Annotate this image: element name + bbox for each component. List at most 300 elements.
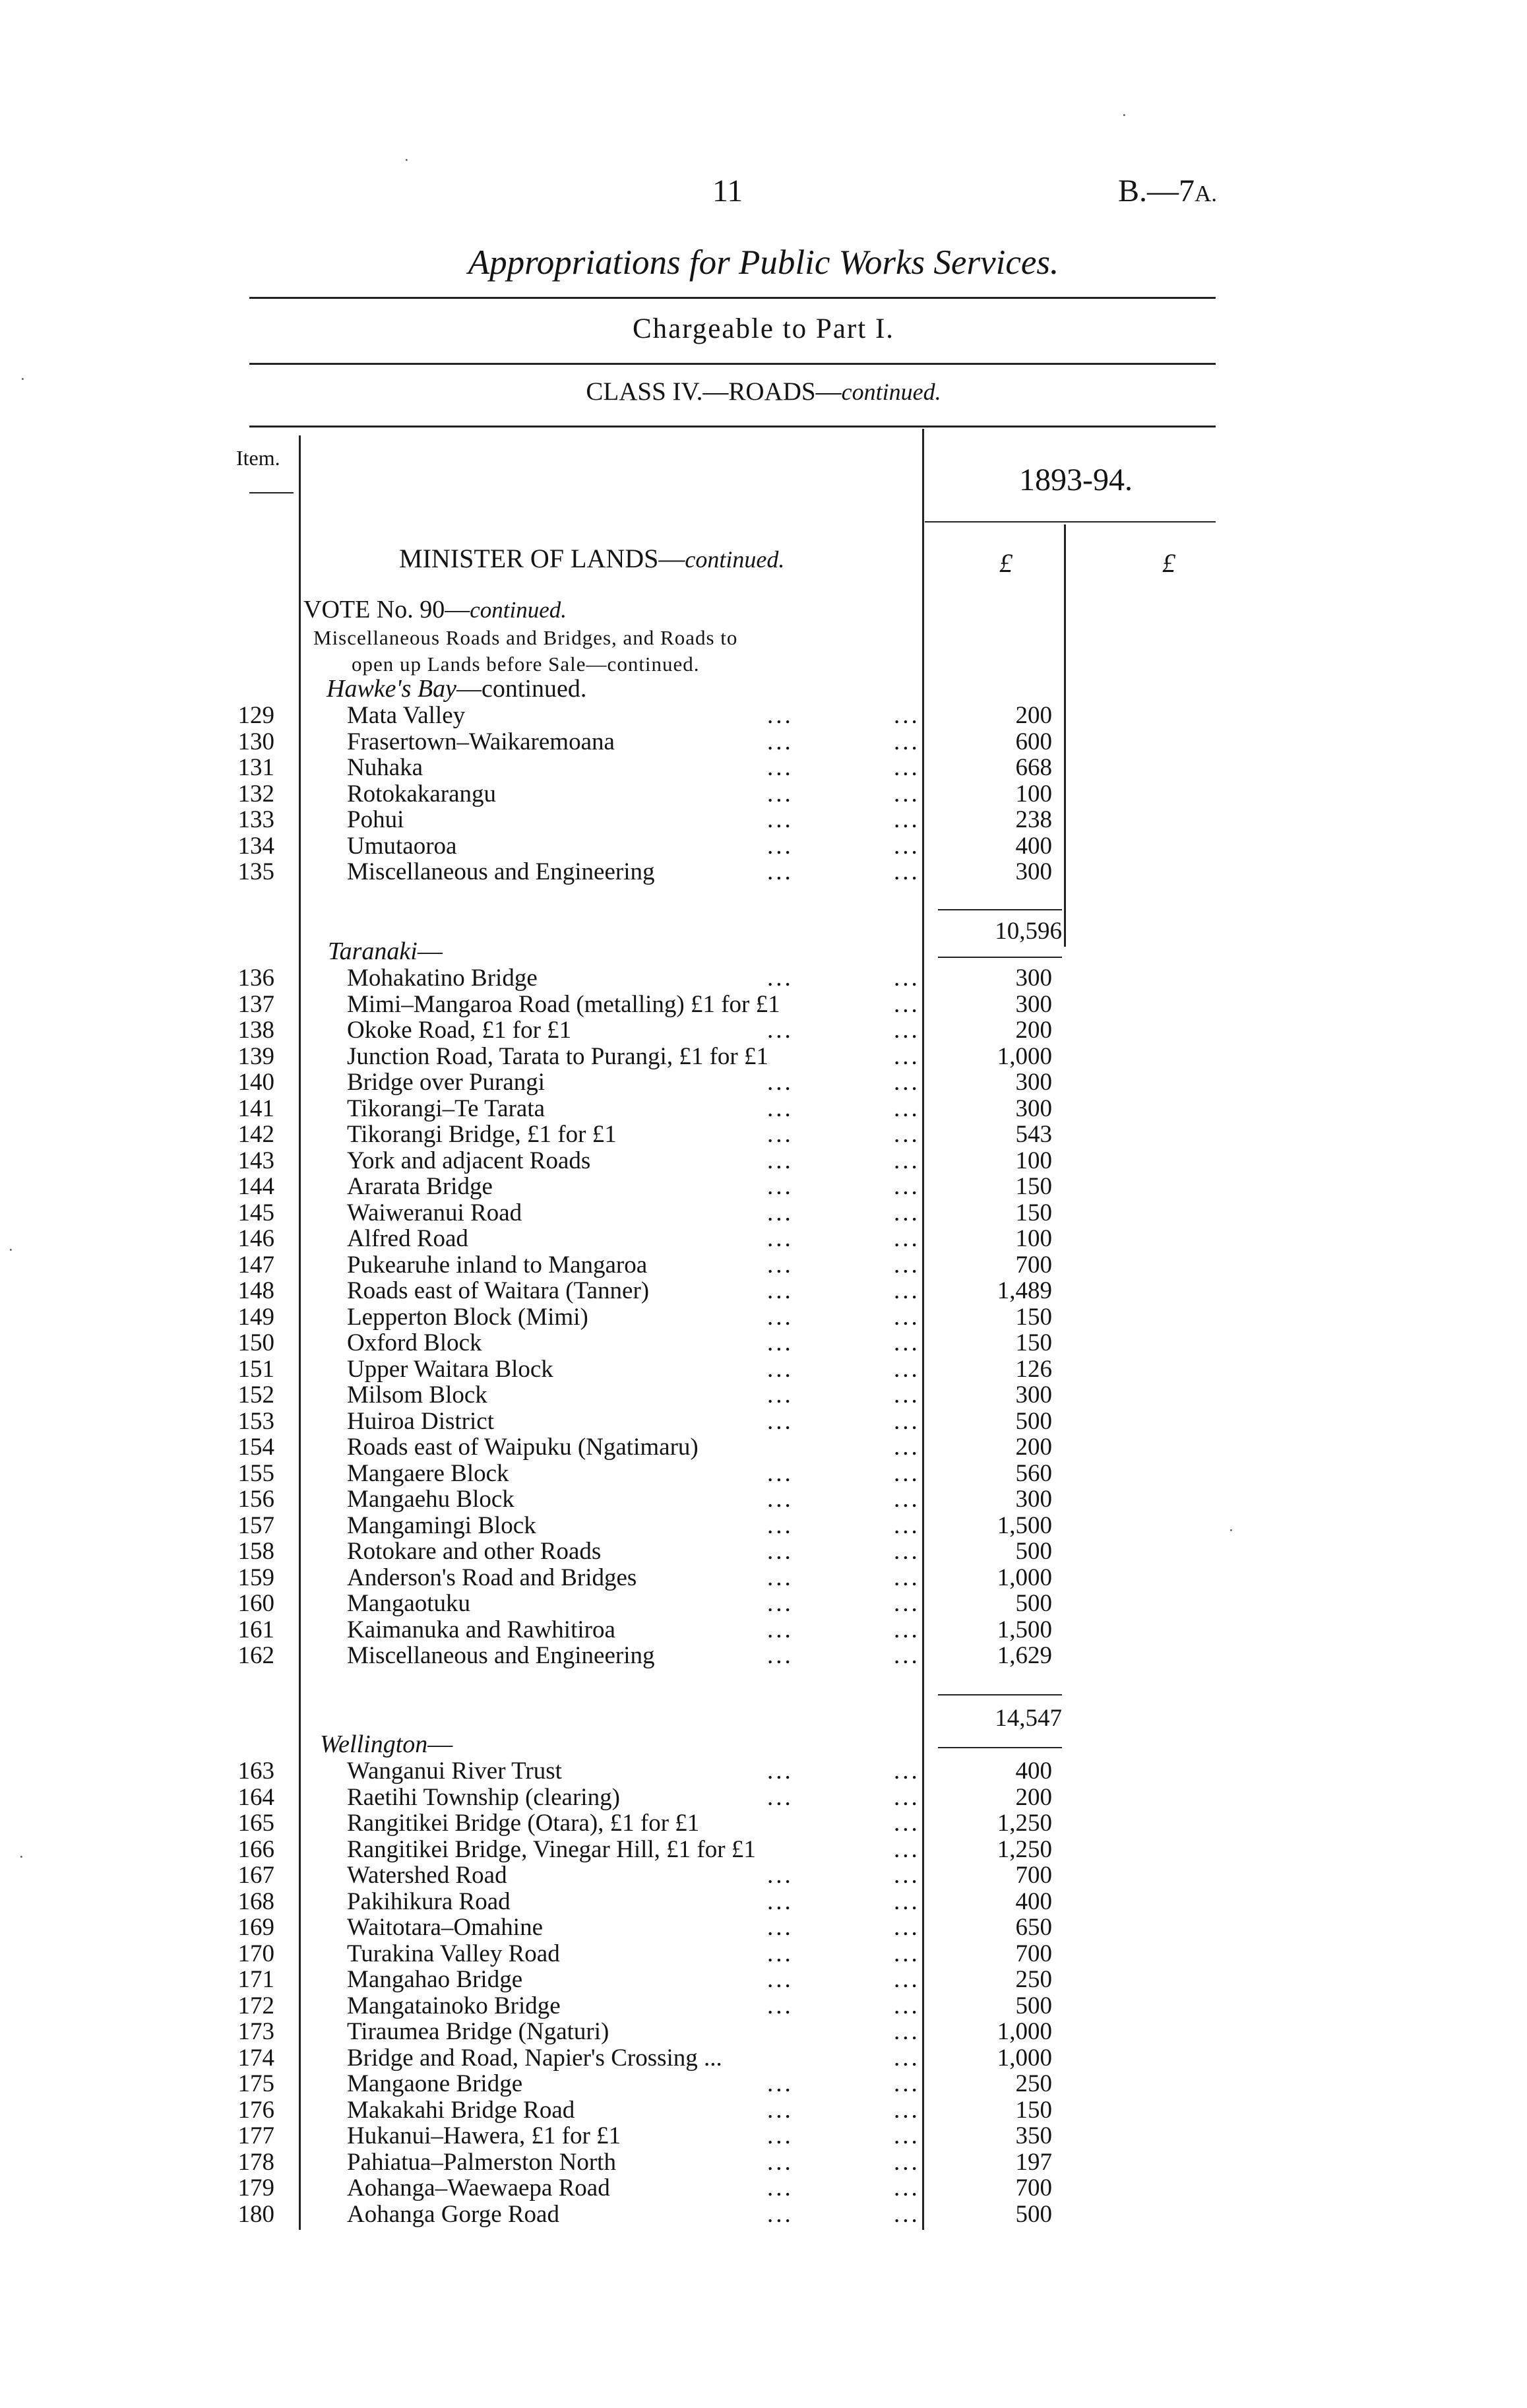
leader-dots: ... — [894, 1564, 920, 1591]
item-description: Rangitikei Bridge (Otara), £1 for £1 — [347, 1810, 700, 1837]
item-column-header: Item. — [236, 446, 280, 470]
item-number: 131 — [237, 754, 274, 781]
item-number: 159 — [237, 1564, 274, 1591]
item-description: Pahiatua–Palmerston North — [347, 2148, 616, 2176]
item-amount: 300 — [1015, 965, 1052, 992]
leader-dots: ... — [894, 1758, 920, 1785]
item-description: Waiweranui Road — [347, 1199, 522, 1226]
table-row — [0, 833, 1527, 860]
leader-dots: ... — [894, 1355, 920, 1383]
item-description: Huiroa District — [347, 1407, 494, 1435]
leader-dots: ... — [894, 1486, 920, 1513]
item-description: Okoke Road, £1 for £1 — [347, 1017, 572, 1044]
item-amount: 500 — [1015, 2200, 1052, 2228]
item-number: 135 — [237, 858, 274, 885]
subtotal-rule-hawkes-bay — [938, 909, 1062, 910]
leader-dots: ... — [767, 1147, 794, 1174]
item-amount: 200 — [1015, 1434, 1052, 1461]
leader-dots: ... — [894, 1862, 920, 1889]
item-amount: 700 — [1015, 1940, 1052, 1967]
table-row — [0, 1785, 1527, 1811]
item-number: 136 — [237, 965, 274, 992]
item-amount: 197 — [1015, 2148, 1052, 2176]
item-amount: 150 — [1015, 1329, 1052, 1356]
scan-speck: · — [404, 150, 410, 170]
region-name: Hawke's Bay — [327, 675, 457, 703]
item-description: Mata Valley — [347, 702, 466, 729]
item-amount: 300 — [1015, 858, 1052, 885]
leader-dots: ... — [767, 1783, 794, 1811]
item-amount: 650 — [1015, 1914, 1052, 1941]
scan-speck: · — [18, 1847, 24, 1866]
item-amount: 500 — [1015, 1992, 1052, 2019]
item-number: 156 — [237, 1486, 274, 1513]
table-row — [0, 992, 1527, 1018]
item-description: Nuhaka — [347, 754, 423, 781]
table-row — [0, 1993, 1527, 2019]
leader-dots: ... — [894, 1329, 920, 1356]
item-number: 130 — [237, 728, 274, 755]
item-description: Mangaone Bridge — [347, 2070, 523, 2097]
document-code — [1118, 173, 1217, 209]
table-row — [0, 2045, 1527, 2072]
class-title: CLASS IV.—ROADS— — [586, 377, 842, 406]
item-amount: 300 — [1015, 1069, 1052, 1096]
minister-heading — [399, 543, 784, 574]
item-number: 152 — [237, 1381, 274, 1409]
item-description: Oxford Block — [347, 1329, 482, 1356]
leader-dots: ... — [767, 2122, 794, 2149]
leader-dots: ... — [894, 1173, 920, 1200]
document-code-suffix: A. — [1195, 181, 1218, 206]
leader-dots: ... — [767, 1940, 794, 1967]
item-number: 173 — [237, 2018, 274, 2045]
table-row — [0, 2019, 1527, 2045]
item-number: 142 — [237, 1121, 274, 1148]
leader-dots: ... — [767, 1121, 794, 1148]
item-number: 143 — [237, 1147, 274, 1174]
item-description: Aohanga Gorge Road — [347, 2200, 559, 2228]
item-description: Rangitikei Bridge, Vinegar Hill, £1 for £1 — [347, 1835, 756, 1863]
leader-dots: ... — [894, 1434, 920, 1461]
item-amount: 700 — [1015, 1251, 1052, 1279]
table-row — [0, 1356, 1527, 1383]
item-description: Roads east of Waitara (Tanner) — [347, 1277, 650, 1304]
document-code-main: B.—7 — [1118, 174, 1195, 208]
leader-dots: ... — [767, 2070, 794, 2097]
table-row — [0, 1486, 1527, 1513]
item-description: Miscellaneous and Engineering — [347, 1642, 655, 1669]
item-number: 165 — [237, 1810, 274, 1837]
leader-dots: ... — [767, 754, 794, 781]
item-description: Mimi–Mangaroa Road (metalling) £1 for £1 — [347, 990, 780, 1018]
table-row — [0, 1538, 1527, 1565]
leader-dots: ... — [894, 1042, 920, 1070]
table-row — [0, 703, 1527, 729]
table-row — [0, 1226, 1527, 1252]
item-amount: 300 — [1015, 990, 1052, 1018]
leader-dots: ... — [894, 858, 920, 885]
minister-title: MINISTER OF LANDS— — [399, 544, 685, 573]
region-suffix: —continued. — [456, 675, 587, 703]
item-description: Junction Road, Tarata to Purangi, £1 for £1 — [347, 1042, 768, 1070]
item-amount: 150 — [1015, 1173, 1052, 1200]
subtotal-underline-hawkes-bay — [938, 957, 1062, 958]
leader-dots: ... — [894, 832, 920, 860]
rule-under-title — [249, 297, 1216, 299]
item-amount: 1,250 — [997, 1835, 1052, 1863]
item-description: Miscellaneous and Engineering — [347, 858, 655, 885]
leader-dots: ... — [767, 1277, 794, 1304]
leader-dots: ... — [894, 1017, 920, 1044]
item-amount: 543 — [1015, 1121, 1052, 1148]
leader-dots: ... — [767, 832, 794, 860]
chargeable-heading: Chargeable to Part I. — [632, 313, 895, 344]
item-number: 141 — [237, 1094, 274, 1122]
region-suffix: — — [417, 937, 443, 965]
item-number: 140 — [237, 1069, 274, 1096]
item-number: 147 — [237, 1251, 274, 1279]
scan-speck: · — [20, 369, 26, 389]
leader-dots: ... — [767, 1094, 794, 1122]
leader-dots: ... — [767, 1407, 794, 1435]
table-row — [0, 1513, 1527, 1539]
item-number: 146 — [237, 1225, 274, 1252]
leader-dots: ... — [767, 1538, 794, 1565]
item-number: 158 — [237, 1538, 274, 1565]
table-row — [0, 2149, 1527, 2176]
table-row — [0, 2097, 1527, 2124]
minister-continued: continued. — [685, 546, 785, 573]
leader-dots: ... — [894, 1642, 920, 1669]
leader-dots: ... — [894, 754, 920, 781]
leader-dots: ... — [894, 2200, 920, 2228]
region-name: Taranaki — [328, 937, 418, 965]
item-number: 170 — [237, 1940, 274, 1967]
item-amount: 300 — [1015, 1486, 1052, 1513]
leader-dots: ... — [767, 780, 794, 808]
table-row — [0, 2175, 1527, 2202]
item-amount: 1,500 — [997, 1511, 1052, 1539]
item-number: 163 — [237, 1758, 274, 1785]
item-description: Tikorangi–Te Tarata — [347, 1094, 545, 1122]
item-description: Roads east of Waipuku (Ngatimaru) — [347, 1434, 699, 1461]
table-row — [0, 2123, 1527, 2149]
leader-dots: ... — [894, 2018, 920, 2045]
item-number: 151 — [237, 1355, 274, 1383]
item-amount: 1,000 — [997, 2018, 1052, 2045]
leader-dots: ... — [767, 806, 794, 833]
table-row — [0, 1174, 1527, 1200]
leader-dots: ... — [894, 1121, 920, 1148]
item-description: Mangaehu Block — [347, 1486, 514, 1513]
region-heading-wellington — [320, 1730, 452, 1759]
table-row — [0, 1837, 1527, 1863]
item-number: 176 — [237, 2096, 274, 2124]
leader-dots: ... — [767, 1642, 794, 1669]
item-number: 134 — [237, 832, 274, 860]
leader-dots: ... — [894, 1381, 920, 1409]
leader-dots: ... — [894, 1616, 920, 1643]
item-number: 172 — [237, 1992, 274, 2019]
item-description: Upper Waitara Block — [347, 1355, 553, 1383]
leader-dots: ... — [894, 728, 920, 755]
leader-dots: ... — [894, 1940, 920, 1967]
item-number: 133 — [237, 806, 274, 833]
leader-dots: ... — [767, 1862, 794, 1889]
leader-dots: ... — [894, 1407, 920, 1435]
item-number: 139 — [237, 1042, 274, 1070]
table-row — [0, 729, 1527, 755]
item-number: 178 — [237, 2148, 274, 2176]
item-description: Lepperton Block (Mimi) — [347, 1303, 588, 1331]
item-description: Ararata Bridge — [347, 1173, 493, 1200]
item-amount: 200 — [1015, 702, 1052, 729]
item-amount: 500 — [1015, 1407, 1052, 1435]
item-number: 160 — [237, 1590, 274, 1617]
subtotal-rule-taranaki — [938, 1694, 1062, 1695]
leader-dots: ... — [767, 728, 794, 755]
table-row — [0, 1758, 1527, 1785]
item-number: 154 — [237, 1434, 274, 1461]
item-number: 145 — [237, 1199, 274, 1226]
item-number: 132 — [237, 780, 274, 808]
leader-dots: ... — [894, 1810, 920, 1837]
item-amount: 700 — [1015, 2174, 1052, 2202]
leader-dots: ... — [767, 1511, 794, 1539]
leader-dots: ... — [767, 1329, 794, 1356]
item-description: Waitotara–Omahine — [347, 1914, 544, 1941]
item-amount: 400 — [1015, 1887, 1052, 1915]
item-description: Kaimanuka and Rawhitiroa — [347, 1616, 615, 1643]
item-description: Milsom Block — [347, 1381, 487, 1409]
item-description: Pohui — [347, 806, 404, 833]
year-header-underline — [925, 521, 1216, 523]
year-column-header: 1893-94. — [1019, 462, 1133, 497]
vote-continued: continued. — [470, 597, 567, 623]
leader-dots: ... — [767, 1251, 794, 1279]
item-number: 164 — [237, 1783, 274, 1811]
item-amount: 500 — [1015, 1538, 1052, 1565]
table-row — [0, 1017, 1527, 1044]
item-description: Watershed Road — [347, 1862, 507, 1889]
leader-dots: ... — [767, 1914, 794, 1941]
leader-dots: ... — [894, 780, 920, 808]
leader-dots: ... — [767, 1381, 794, 1409]
item-number: 168 — [237, 1887, 274, 1915]
leader-dots: ... — [767, 1173, 794, 1200]
item-amount: 1,489 — [997, 1277, 1052, 1304]
leader-dots: ... — [894, 1914, 920, 1941]
leader-dots: ... — [894, 1069, 920, 1096]
leader-dots: ... — [767, 965, 794, 992]
table-row — [0, 755, 1527, 781]
leader-dots: ... — [767, 2200, 794, 2228]
item-number: 138 — [237, 1017, 274, 1044]
currency-header-2: £ — [1162, 548, 1175, 578]
item-description: Aohanga–Waewaepa Road — [347, 2174, 610, 2202]
leader-dots: ... — [767, 2148, 794, 2176]
leader-dots: ... — [894, 1538, 920, 1565]
leader-dots: ... — [767, 2096, 794, 2124]
item-number: 161 — [237, 1616, 274, 1643]
leader-dots: ... — [767, 1199, 794, 1226]
leader-dots: ... — [894, 1251, 920, 1279]
item-number: 144 — [237, 1173, 274, 1200]
table-row — [0, 1862, 1527, 1889]
leader-dots: ... — [894, 1303, 920, 1331]
item-number: 155 — [237, 1459, 274, 1487]
item-amount: 300 — [1015, 1381, 1052, 1409]
rule-under-chargeable — [249, 363, 1216, 365]
table-row — [0, 1409, 1527, 1435]
item-amount: 500 — [1015, 1590, 1052, 1617]
item-description: Mohakatino Bridge — [347, 965, 538, 992]
leader-dots: ... — [767, 1992, 794, 2019]
leader-dots: ... — [894, 2096, 920, 2124]
region-name: Wellington — [320, 1730, 428, 1758]
leader-dots: ... — [767, 1017, 794, 1044]
item-number: 148 — [237, 1277, 274, 1304]
item-description: Rotokare and other Roads — [347, 1538, 602, 1565]
item-description: Mangahao Bridge — [347, 1966, 523, 1993]
item-description: Wanganui River Trust — [347, 1758, 562, 1785]
table-row — [0, 1330, 1527, 1356]
table-row — [0, 1941, 1527, 1967]
item-amount: 100 — [1015, 1147, 1052, 1174]
document-title: Appropriations for Public Works Services. — [468, 243, 1059, 282]
item-description: Pukearuhe inland to Mangaroa — [347, 1251, 648, 1279]
leader-dots: ... — [767, 1355, 794, 1383]
table-row — [0, 1810, 1527, 1837]
table-row — [0, 1252, 1527, 1279]
page-number: 11 — [712, 174, 743, 208]
leader-dots: ... — [894, 965, 920, 992]
item-description: Hukanui–Hawera, £1 for £1 — [347, 2122, 621, 2149]
item-description: Mangatainoko Bridge — [347, 1992, 561, 2019]
leader-dots: ... — [894, 702, 920, 729]
item-amount: 1,000 — [997, 1042, 1052, 1070]
leader-dots: ... — [767, 2174, 794, 2202]
item-description: Pakihikura Road — [347, 1887, 511, 1915]
item-number: 179 — [237, 2174, 274, 2202]
region-heading-hawkes-bay — [327, 674, 586, 703]
leader-dots: ... — [767, 1564, 794, 1591]
item-description: Umutaoroa — [347, 832, 457, 860]
subtotal-hawkes-bay: 10,596 — [995, 918, 1062, 945]
leader-dots: ... — [767, 1069, 794, 1096]
item-description: Mangaotuku — [347, 1590, 471, 1617]
rule-under-class — [249, 426, 1216, 428]
leader-dots: ... — [894, 1147, 920, 1174]
table-row — [0, 1044, 1527, 1070]
item-amount: 126 — [1015, 1355, 1052, 1383]
item-number: 162 — [237, 1642, 274, 1669]
leader-dots: ... — [767, 1225, 794, 1252]
leader-dots: ... — [767, 1758, 794, 1785]
vote-title: VOTE No. 90— — [303, 596, 470, 623]
item-number: 175 — [237, 2070, 274, 2097]
table-row — [0, 1434, 1527, 1461]
scan-speck: · — [1121, 106, 1127, 125]
item-amount: 150 — [1015, 1199, 1052, 1226]
leader-dots: ... — [767, 1616, 794, 1643]
leader-dots: ... — [894, 806, 920, 833]
item-number: 157 — [237, 1511, 274, 1539]
item-amount: 100 — [1015, 780, 1052, 808]
region-suffix: — — [427, 1730, 453, 1758]
table-row — [0, 1915, 1527, 1941]
item-header-underline — [249, 492, 294, 493]
leader-dots: ... — [767, 858, 794, 885]
leader-dots: ... — [767, 1966, 794, 1993]
table-row — [0, 781, 1527, 808]
item-description: Frasertown–Waikaremoana — [347, 728, 615, 755]
leader-dots: ... — [767, 1459, 794, 1487]
item-number: 171 — [237, 1966, 274, 1993]
item-number: 180 — [237, 2200, 274, 2228]
leader-dots: ... — [767, 702, 794, 729]
leader-dots: ... — [894, 1992, 920, 2019]
item-number: 137 — [237, 990, 274, 1018]
item-amount: 400 — [1015, 1758, 1052, 1785]
item-amount: 200 — [1015, 1783, 1052, 1811]
item-description: Bridge and Road, Napier's Crossing ... — [347, 2044, 722, 2072]
table-row — [0, 1889, 1527, 1915]
item-amount: 400 — [1015, 832, 1052, 860]
leader-dots: ... — [767, 1887, 794, 1915]
item-description: Alfred Road — [347, 1225, 468, 1252]
item-description: Rotokakarangu — [347, 780, 497, 808]
item-amount: 100 — [1015, 1225, 1052, 1252]
leader-dots: ... — [894, 1225, 920, 1252]
item-amount: 200 — [1015, 1017, 1052, 1044]
leader-dots: ... — [767, 1303, 794, 1331]
item-amount: 150 — [1015, 1303, 1052, 1331]
item-description: Tikorangi Bridge, £1 for £1 — [347, 1121, 617, 1148]
vote-heading — [303, 595, 567, 624]
item-number: 149 — [237, 1303, 274, 1331]
item-amount: 1,629 — [997, 1642, 1052, 1669]
item-number: 153 — [237, 1407, 274, 1435]
item-amount: 350 — [1015, 2122, 1052, 2149]
table-row — [0, 2071, 1527, 2097]
item-number: 174 — [237, 2044, 274, 2072]
item-number: 150 — [237, 1329, 274, 1356]
table-row — [0, 1148, 1527, 1174]
item-amount: 1,500 — [997, 1616, 1052, 1643]
leader-dots: ... — [894, 1199, 920, 1226]
table-row — [0, 2202, 1527, 2228]
item-amount: 700 — [1015, 1862, 1052, 1889]
leader-dots: ... — [894, 1887, 920, 1915]
leader-dots: ... — [894, 1783, 920, 1811]
item-description: Tiraumea Bridge (Ngaturi) — [347, 2018, 609, 2045]
item-amount: 1,000 — [997, 2044, 1052, 2072]
leader-dots: ... — [894, 990, 920, 1018]
leader-dots: ... — [894, 1590, 920, 1617]
table-row — [0, 1967, 1527, 1993]
leader-dots: ... — [894, 2044, 920, 2072]
item-description: Anderson's Road and Bridges — [347, 1564, 637, 1591]
leader-dots: ... — [767, 1590, 794, 1617]
item-number: 166 — [237, 1835, 274, 1863]
scan-speck: · — [1228, 1521, 1234, 1540]
item-amount: 250 — [1015, 1966, 1052, 1993]
class-continued: continued. — [841, 379, 941, 405]
class-heading — [0, 377, 1527, 406]
leader-dots: ... — [894, 1277, 920, 1304]
